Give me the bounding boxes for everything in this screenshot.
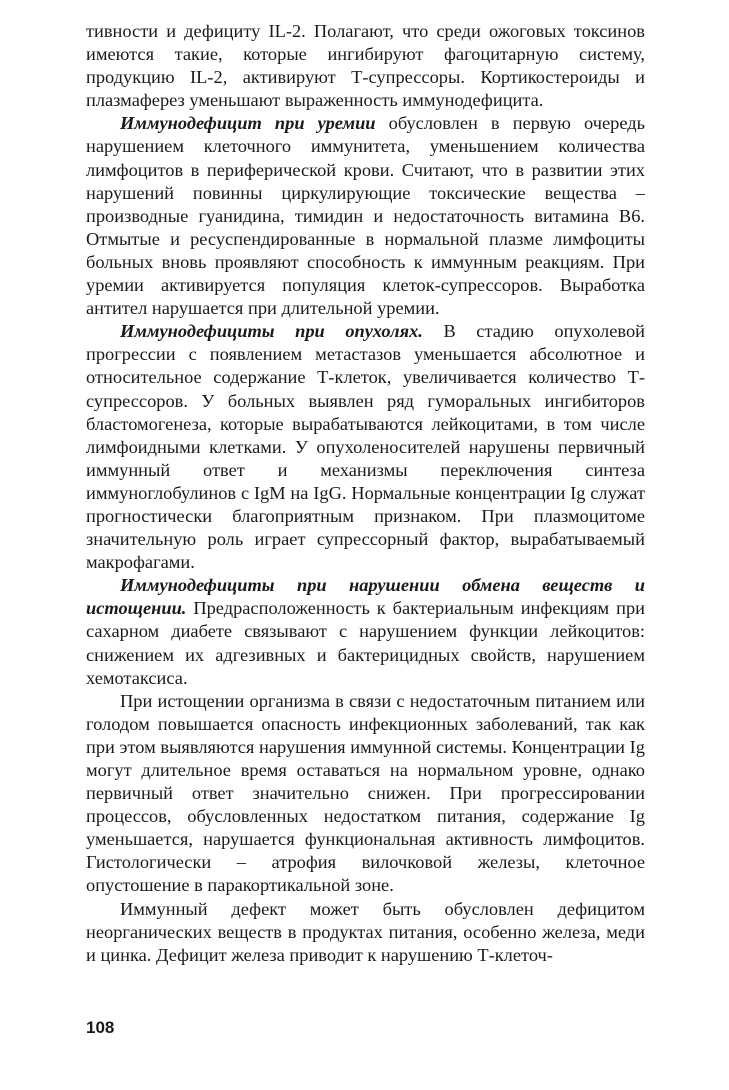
- paragraph-4-text: Предрасположенность к бактериальным инфекциям при сахарном диабете связывают с нарушением функции лейкоцитов: снижением их адгезивных и бактерицидных свойств, нарушением хемотаксиса.: [86, 598, 645, 688]
- paragraph-3-text: В стадию опухолевой прогрессии с появлением метастазов уменьшается абсолютное и относительное содержание Т-клеток, увеличивается количество Т-супрессоров. У больных выявлен ряд гуморальных ингибиторов бластомогенеза, которые вырабатываются лейкоцитами, в том числе лимфоидными клетками. У опухоленосителей нарушены первичный иммунный ответ и механизмы переключения синтеза иммуноглобулинов с IgM на IgG. Нормальные концентрации Ig служат прогностически благоприятным признаком. При плазмоцитоме значительную роль играет супрессорный фактор, вырабатываемый макрофагами.: [86, 321, 645, 573]
- paragraph-3: [86, 320, 645, 574]
- paragraph-6: [86, 898, 645, 967]
- paragraph-4-term: Иммунодефициты при нарушении обмена веществ и истощении.: [86, 575, 645, 619]
- paragraph-4: [86, 574, 645, 689]
- paragraph-3-term: Иммунодефициты при опухолях.: [120, 321, 423, 342]
- paragraph-2-text: обусловлен в первую очередь нарушением клеточного иммунитета, уменьшением количества лимфоцитов в периферической крови. Считают, что в развитии этих нарушений повинны циркулирующие токсические вещества – производные гуанидина, тимидин и недостаточность витамина В6. Отмытые и ресуспендированные в нормальной плазме лимфоциты больных вновь проявляют способность к иммунным реакциям. При уремии активируется популяция клеток-супрессоров. Выработка антител нарушается при длительной уремии.: [86, 113, 645, 319]
- paragraph-1-text: тивности и дефициту IL-2. Полагают, что среди ожоговых токсинов имеются такие, которые ингибируют фагоцитарную систему, продукцию IL-2, активируют Т-супрессоры. Кортикостероиды и плазмаферез уменьшают выраженность иммунодефицита.: [86, 21, 645, 111]
- paragraph-1: [86, 20, 645, 112]
- paragraph-5-text: При истощении организма в связи с недостаточным питанием или голодом повышается опасность инфекционных заболеваний, так как при этом выявляются нарушения иммунной системы. Концентрации Ig могут длительное время оставаться на нормальном уровне, однако первичный ответ значительно снижен. При прогрессировании процессов, обусловленных недостатком питания, содержание Ig уменьшается, нарушается функциональная активность лимфоцитов. Гистологически – атрофия вилочковой железы, клеточное опустошение в паракортикальной зоне.: [86, 690, 645, 896]
- paragraph-2: [86, 112, 645, 320]
- paragraph-2-term: Иммунодефицит при уремии: [120, 113, 376, 134]
- paragraph-5: [86, 690, 645, 898]
- page-number: 108: [86, 1018, 115, 1037]
- paragraph-6-text: Иммунный дефект может быть обусловлен дефицитом неорганических веществ в продуктах питания, особенно железа, меди и цинка. Дефицит железа приводит к нарушению Т-клеточ-: [86, 898, 645, 965]
